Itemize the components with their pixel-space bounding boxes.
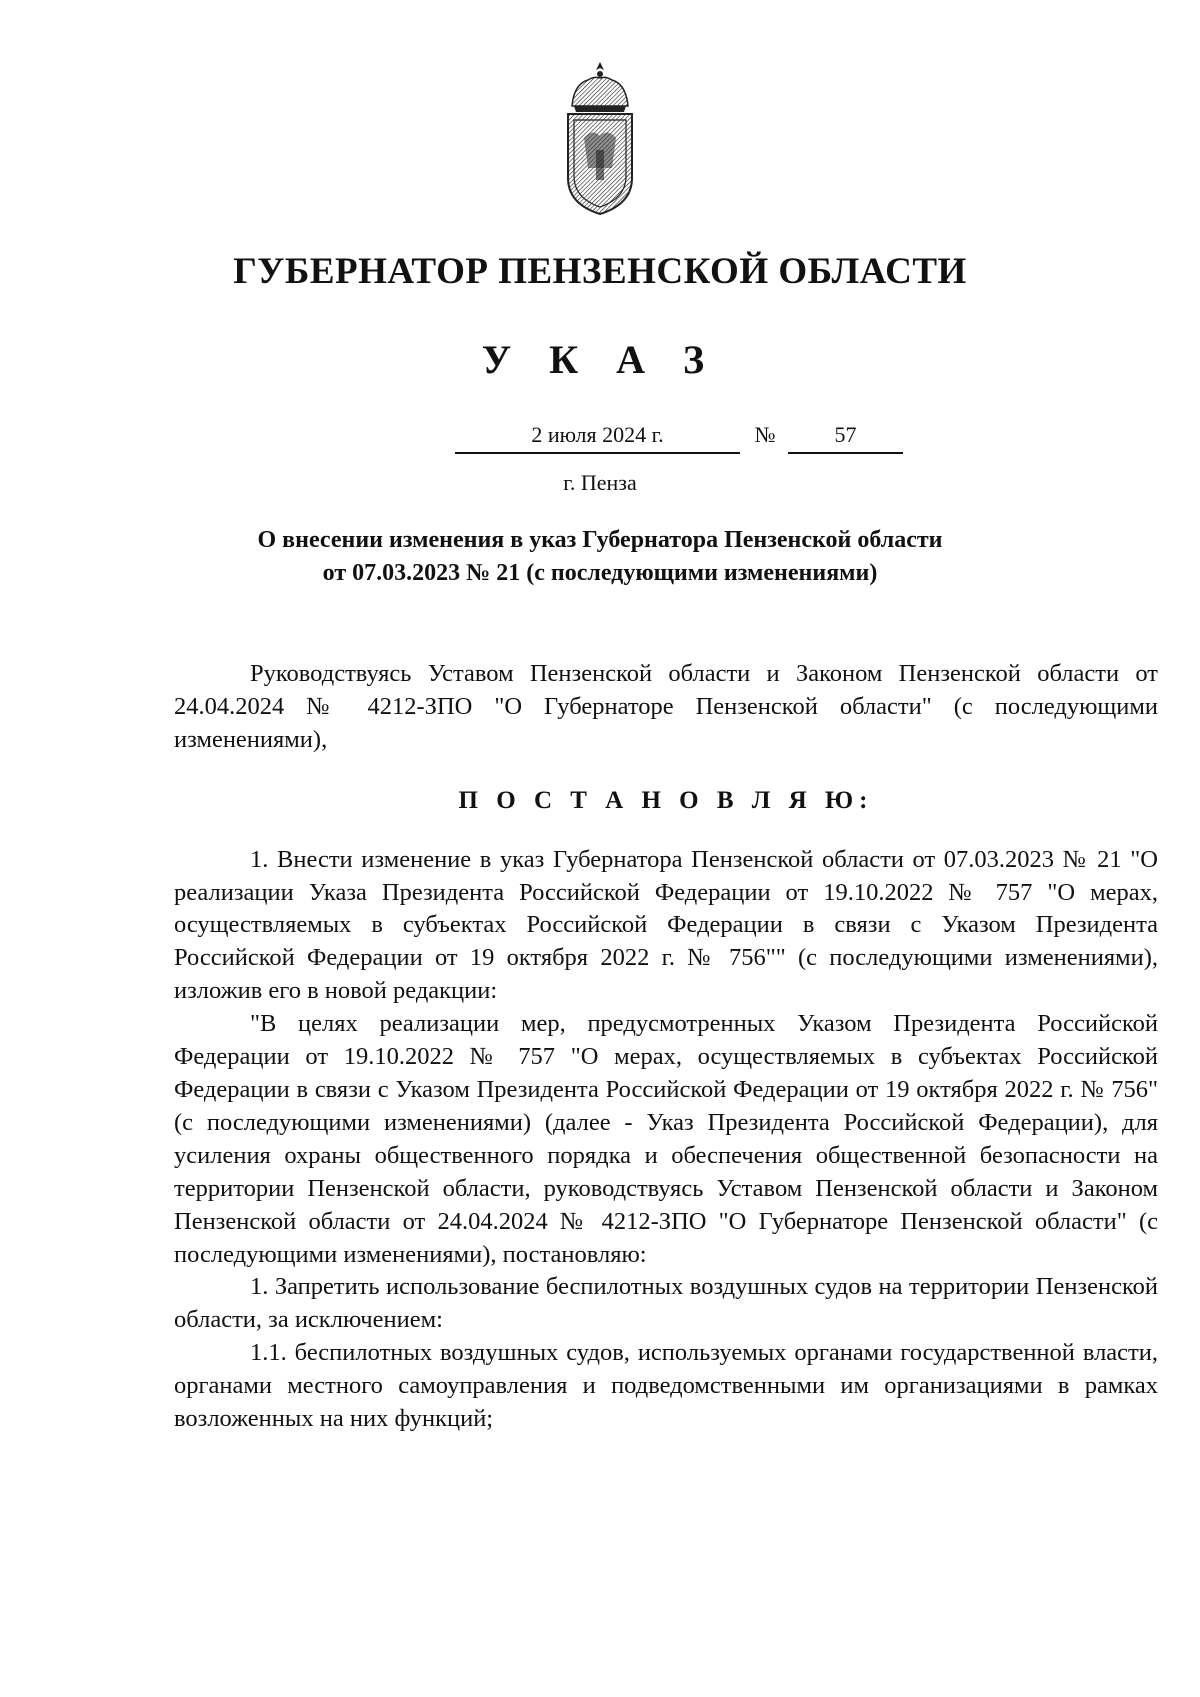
decree-date: 2 июля 2024 г. — [455, 420, 740, 454]
decree-title-line-2: от 07.03.2023 № 21 (с последующими изменениями) — [322, 560, 878, 586]
decree-body — [174, 658, 1158, 1436]
decree-number: 57 — [788, 420, 903, 454]
date-number-line — [0, 420, 1200, 454]
item-1-paragraph: 1. Внести изменение в указ Губернатора Пензенской области от 07.03.2023 № 21 "О реализации Указа Президента Российской Федерации от 19.10.2022 № 757 "О мерах, осуществляемых в субъектах Российской Федерации в связи с Указом Президента Российской Федерации от 19 октября 2022 г. № 756"" (с последующими изменениями), изложив его в новой редакции: — [174, 845, 1158, 1005]
issuing-authority: ГУБЕРНАТОР ПЕНЗЕНСКОЙ ОБЛАСТИ — [233, 251, 967, 292]
document-type: У К А З — [481, 337, 719, 382]
number-sign: № — [754, 422, 776, 447]
penza-region-coat-of-arms-icon — [550, 58, 650, 218]
decree-word: П О С Т А Н О В Л Я Ю: — [458, 786, 874, 814]
point-1-paragraph: 1. Запретить использование беспилотных воздушных судов на территории Пензенской области, за исключением: — [174, 1273, 1158, 1334]
decree-title-line-1: О внесении изменения в указ Губернатора Пензенской области — [257, 527, 943, 553]
point-1-1-paragraph: 1.1. беспилотных воздушных судов, используемых органами государственной власти, органами местного самоуправления и подведомственными им организациями в рамках возложенных на них функций; — [174, 1339, 1158, 1433]
issue-city: г. Пенза — [563, 470, 637, 495]
preamble-paragraph: Руководствуясь Уставом Пензенской области и Законом Пензенской области от 24.04.2024 № 4212-ЗПО "О Губернаторе Пензенской области" (с последующими изменениями), — [174, 660, 1158, 753]
quoted-intro-paragraph: "В целях реализации мер, предусмотренных Указом Президента Российской Федерации от 19.10.2022 № 757 "О мерах, осуществляемых в субъектах Российской Федерации в связи с Указом Президента Российской Федерации от 19 октября 2022 г. № 756" (с последующими изменениями) (далее - Указ Президента Российской Федерации), для усиления охраны общественного порядка и обеспечения общественной безопасности на территории Пензенской области, руководствуясь Уставом Пензенской области и Законом Пензенской области от 24.04.2024 № 4212-ЗПО "О Губернаторе Пензенской области" (с последующими изменениями), постановляю: — [174, 1010, 1158, 1268]
decree-title — [170, 524, 1030, 590]
